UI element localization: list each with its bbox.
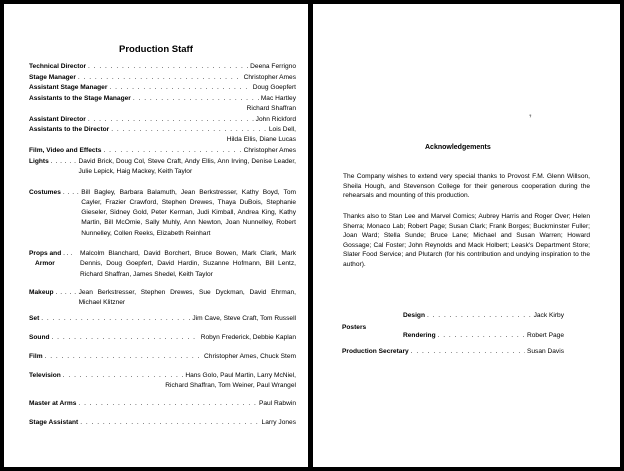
credit-value: Bill Bagley, Barbara Balamuth, Jean Berkstresser, Kathy Boyd, Tom Cayler, Frazier Crawford, Stephen Drewes, Thaya DuBois, Stephanie Gieseler, Sidney Gold, Peter Kerman, Judi Kimball, Andrea King, Kathy Martin, Bill McOmie, Sally Muhly, Ann Newton, Joan Nunnelley, Robert Nunnelley, Collen Reeks, Elizabeth Reinhart — [81, 188, 296, 237]
credit-props-and-armor: Props and . . . Armor Malcolm Blanchard, David Borchert, Bruce Bowen, Mark Clark, Mark Dennis, Doug Goepfert, David Hardin, Suzanne Hofmann, Bill Lentz, Richard Shaffran, James Shedel, Keith Taylor — [29, 249, 296, 280]
credit-label: Lights — [29, 157, 49, 165]
credit-assistant-director — [29, 115, 296, 125]
credit-label: Set — [29, 315, 40, 322]
credit-value: Paul Rabwin — [258, 400, 296, 407]
credit-value-continued: Richard Shaffran — [246, 104, 296, 112]
credit-value: Deena Ferrigno — [250, 63, 296, 70]
credit-label: Technical Director — [29, 63, 87, 70]
credit-label: Props and — [29, 250, 62, 257]
credit-value: Larry Jones — [261, 419, 296, 426]
left-page — [4, 4, 308, 467]
credit-value: Jim Cave, Steve Craft, Tom Russell — [192, 315, 296, 322]
credit-stage-manager — [29, 73, 296, 83]
credit-master-at-arms — [29, 399, 296, 409]
credit-technical-director — [29, 62, 296, 72]
credit-posters-design — [403, 311, 564, 321]
credit-label: Film — [29, 353, 43, 360]
ink-speck: ❜ — [529, 113, 532, 123]
credit-label: Stage Assistant — [29, 419, 79, 426]
credit-value: Jack Kirby — [533, 312, 564, 319]
credit-value: Susan Davis — [526, 348, 564, 355]
credit-posters-rendering — [403, 331, 564, 341]
credit-value: Hans Golo, Paul Martin, Larry McNiel, — [185, 372, 296, 379]
credit-value: David Brick, Doug Col, Steve Craft, Andy Ellis, Ann Irving, Denise Leader, Julie Lepick, Haig Mackey, Keith Taylor — [78, 157, 296, 175]
credit-television — [29, 371, 296, 392]
credit-label: Master at Arms — [29, 400, 77, 407]
credit-value: Christopher Ames, Chuck Stem — [204, 353, 296, 360]
credit-label: Assistant Director — [29, 115, 86, 123]
right-page — [313, 4, 620, 467]
page-title: Production Staff — [119, 44, 193, 55]
credit-value: Mac Hartley — [260, 94, 296, 102]
posters-label: Posters — [342, 324, 367, 331]
credit-film-video-effects — [29, 146, 296, 156]
acknowledgements-paragraph-2: Thanks also to Stan Lee and Marvel Comics; Aubrey Harris and Roger Over; Helen Sherra; Monaco Lab; Robert Page; Susan Clark; Frank Borges; Buckminster Fuller; Joan Ward; Stella Sunde; Bruce Lane; Michael and Susan Warren; Howard Gossage; Cal Foster; John Reynolds and Mack Holbert; Leask's Department Store; Slater Food Service; and Plutarch (for his contribution and undying inspiration to the author). — [343, 213, 590, 268]
credit-value: Robyn Frederick, Debbie Kaplan — [200, 334, 296, 341]
credit-value: Christopher Ames — [243, 73, 296, 81]
acknowledgements-paragraph-1: The Company wishes to extend very special thanks to Provost F.M. Glenn Willson, Sheila Hough, and Stevenson College for their generous cooperation during the rehearsals and mounting of this production. — [343, 173, 590, 200]
credit-label: Film, Video and Effects — [29, 147, 102, 154]
credit-assistant-stage-manager — [29, 83, 296, 93]
credit-film — [29, 352, 296, 362]
credit-value: Malcolm Blanchard, David Borchert, Bruce Bowen, Mark Clark, Mark Dennis, Doug Goepfert, David Hardin, Suzanne Hofmann, Bill Lentz, Richard Shaffran, James Shedel, Keith Taylor — [80, 250, 296, 278]
credit-value: Robert Page — [526, 332, 564, 339]
credit-label: Stage Manager — [29, 73, 76, 81]
credit-label: Assistants to the Stage Manager — [29, 94, 131, 102]
credit-set — [29, 314, 296, 324]
credit-label: Production Secretary — [342, 348, 409, 355]
credit-assistants-to-stage-manager — [29, 94, 296, 115]
credit-stage-assistant — [29, 418, 296, 428]
credit-assistants-to-director — [29, 125, 296, 146]
credit-sound — [29, 333, 296, 343]
credit-value: Jean Berkstresser, Stephen Drewes, Sue Dyckman, David Ehrman, Michael Klitzner — [78, 289, 296, 307]
credit-value: Lois Dell, — [268, 126, 296, 133]
credit-value-continued: Hilda Ellis, Diane Lucas — [226, 136, 296, 144]
credit-label: Makeup — [29, 289, 54, 296]
credit-label: Television — [29, 372, 61, 379]
credit-label: Design — [403, 312, 425, 319]
credit-value: Christopher Ames — [243, 147, 296, 154]
credit-label: Assistant Stage Manager — [29, 84, 108, 91]
credit-costumes: Costumes . . . . Bill Bagley, Barbara Balamuth, Jean Berkstresser, Kathy Boyd, Tom Cayler, Frazier Crawford, Stephen Drewes, Thaya DuBois, Stephanie Gieseler, Sidney Gold, Peter Kerman, Judi Kimball, Andrea King, Kathy Martin, Bill McOmie, Sally Muhly, Ann Newton, Joan Nunnelley, Robert Nunnelley, Collen Reeks, Elizabeth Reinhart — [29, 188, 296, 239]
credit-value: Doug Goepfert — [252, 84, 296, 91]
credit-label-continued: Armor — [35, 260, 55, 268]
credit-label: Costumes — [29, 188, 61, 196]
credit-makeup: Makeup . . . . . Jean Berkstresser, Stephen Drewes, Sue Dyckman, David Ehrman, Michael Klitzner — [29, 288, 296, 309]
credit-value-continued: Richard Shaffran, Tom Weiner, Paul Wrangel — [165, 382, 296, 390]
credit-value: John Rickford — [255, 115, 296, 123]
credit-label: Sound — [29, 334, 50, 341]
credit-label: Rendering — [403, 332, 436, 339]
credit-lights: Lights . . . . . . David Brick, Doug Col, Steve Craft, Andy Ellis, Ann Irving, Denise Leader, Julie Lepick, Haig Mackey, Keith Taylor — [29, 157, 296, 178]
credit-production-secretary — [342, 347, 564, 357]
credit-label: Assistants to the Director — [29, 126, 110, 133]
acknowledgements-title: Acknowledgements — [425, 144, 491, 151]
